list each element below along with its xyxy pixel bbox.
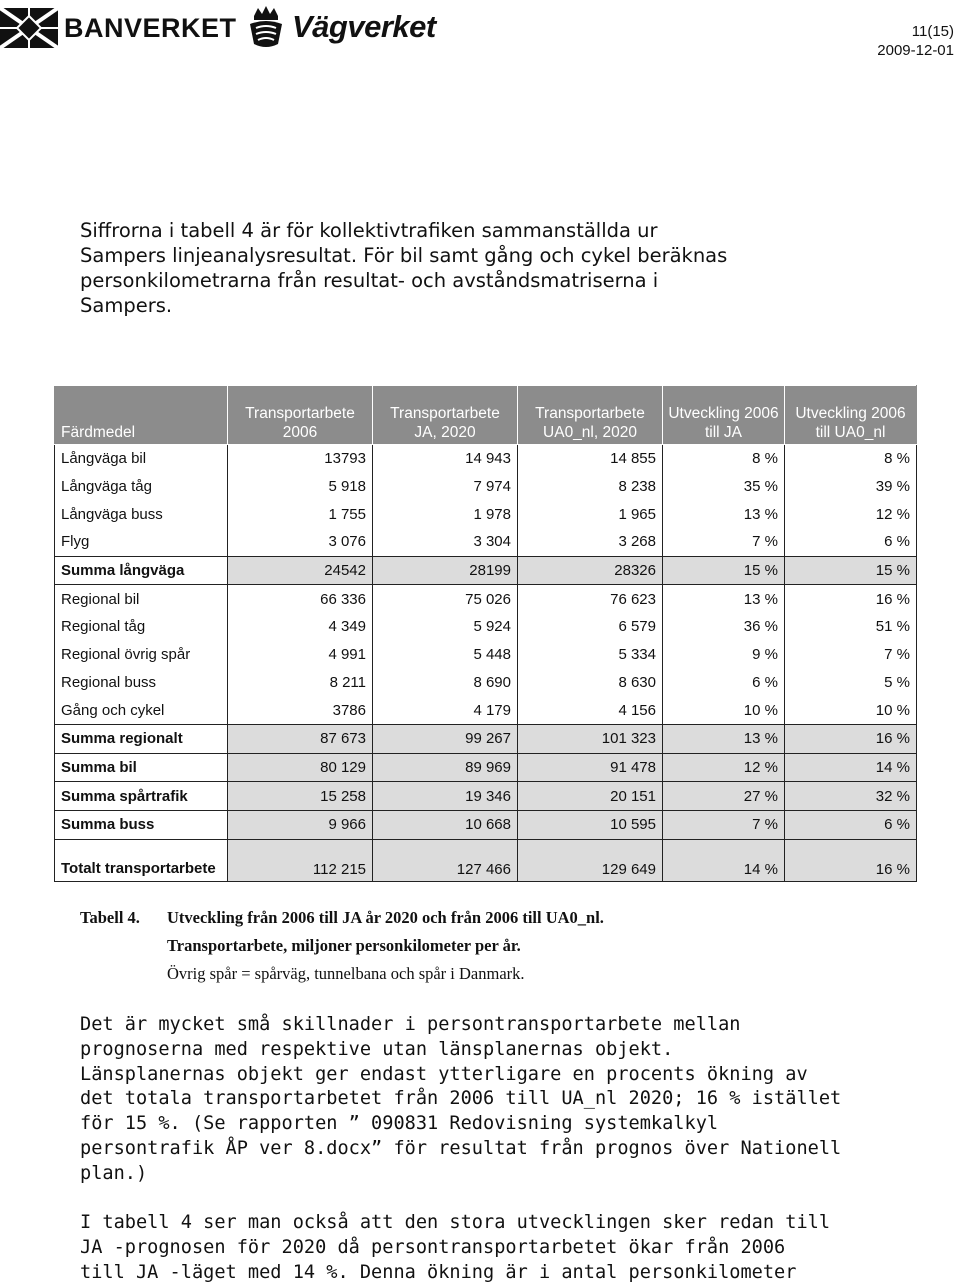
table-cell: 14 % (785, 753, 917, 782)
table-cell: 8 238 (518, 473, 663, 501)
row-label: Flyg (55, 528, 228, 556)
row-label: Långväga buss (55, 500, 228, 528)
row-label: Regional tåg (55, 613, 228, 641)
table-cell: 12 % (785, 500, 917, 528)
table-cell: 87 673 (228, 724, 373, 753)
table-cell: 24542 (228, 556, 373, 585)
vagverket-crown-emblem-icon (246, 4, 286, 50)
caption-note: Övrig spår = spårväg, tunnelbana och spår i Danmark. (167, 964, 525, 983)
banverket-emblem-icon (0, 8, 58, 48)
banverket-logo (0, 8, 237, 48)
table-cell: 10 595 (518, 810, 663, 839)
table-cell: 8 % (663, 445, 785, 473)
table-cell: 39 % (785, 473, 917, 501)
page-header (0, 0, 960, 60)
table-caption (80, 904, 604, 988)
table-cell: 36 % (663, 613, 785, 641)
row-label: Totalt transportarbete (55, 839, 228, 881)
table-cell: 4 991 (228, 641, 373, 669)
paragraph-line: för 15 %. (Se rapporten ” 090831 Redovisning systemkalkyl (80, 1113, 719, 1135)
row-label: Summa buss (55, 810, 228, 839)
caption-subtitle: Transportarbete, miljoner personkilometer per år. (167, 936, 521, 955)
table-cell: 10 668 (373, 810, 518, 839)
banverket-wordmark: BANVERKET (64, 12, 237, 43)
table-cell: 6 % (785, 528, 917, 556)
table-cell: 20 151 (518, 782, 663, 811)
table-cell: 101 323 (518, 724, 663, 753)
table-cell: 4 349 (228, 613, 373, 641)
table-row (55, 724, 917, 753)
row-label: Summa regionalt (55, 724, 228, 753)
paragraph-line: Det är mycket små skillnader i persontransportarbete mellan (80, 1014, 741, 1035)
table-cell: 27 % (663, 782, 785, 811)
table-cell: 15 258 (228, 782, 373, 811)
table-cell: 5 924 (373, 613, 518, 641)
row-label: Långväga bil (55, 445, 228, 473)
table-row (55, 585, 917, 613)
caption-label: Tabell 4. (80, 908, 140, 927)
table-cell: 8 211 (228, 669, 373, 697)
body-paragraph-3 (80, 1211, 910, 1285)
header-transport-2006: Transportarbete 2006 (228, 386, 373, 445)
table-cell: 8 690 (373, 669, 518, 697)
table-row (55, 839, 917, 881)
paragraph-line: persontrafik ÅP ver 8.docx” för resultat från prognos över Nationell (80, 1137, 842, 1159)
table-cell: 129 649 (518, 839, 663, 881)
table-cell: 28326 (518, 556, 663, 585)
table-cell: 1 755 (228, 500, 373, 528)
table-cell: 16 % (785, 724, 917, 753)
transport-table (54, 385, 917, 882)
intro-line: Sampers linjeanalysresultat. För bil samt gång och cykel beräknas (80, 244, 728, 267)
table-cell: 1 978 (373, 500, 518, 528)
row-label: Summa spårtrafik (55, 782, 228, 811)
header-transport-ja-2020: Transportarbete JA, 2020 (373, 386, 518, 445)
table-cell: 15 % (785, 556, 917, 585)
table-cell: 13 % (663, 724, 785, 753)
row-label: Summa bil (55, 753, 228, 782)
table-cell: 13 % (663, 500, 785, 528)
table-cell: 6 579 (518, 613, 663, 641)
paragraph-line: prognoserna med respektive utan länsplanernas objekt. (80, 1038, 674, 1060)
table-cell: 9 % (663, 641, 785, 669)
table-cell: 80 129 (228, 753, 373, 782)
table-cell: 10 % (785, 696, 917, 724)
table-cell: 76 623 (518, 585, 663, 613)
table-row (55, 500, 917, 528)
table-cell: 3 304 (373, 528, 518, 556)
table-cell: 5 918 (228, 473, 373, 501)
page-meta (877, 22, 954, 60)
table-row (55, 810, 917, 839)
table-cell: 6 % (785, 810, 917, 839)
paragraph-line: Länsplanernas objekt ger endast ytterligare en procents ökning av (80, 1063, 808, 1085)
table-cell: 1 965 (518, 500, 663, 528)
table-header-row (55, 386, 917, 445)
header-transport-ua0-2020: Transportarbete UA0_nl, 2020 (518, 386, 663, 445)
table-cell: 4 156 (518, 696, 663, 724)
table-cell: 16 % (785, 585, 917, 613)
table-cell: 75 026 (373, 585, 518, 613)
table-cell: 89 969 (373, 753, 518, 782)
table-cell: 19 346 (373, 782, 518, 811)
table-cell: 5 448 (373, 641, 518, 669)
table-cell: 8 % (785, 445, 917, 473)
table-cell: 8 630 (518, 669, 663, 697)
intro-line: Siffrorna i tabell 4 är för kollektivtrafiken sammanställda ur (80, 219, 658, 242)
caption-title: Utveckling från 2006 till JA år 2020 och från 2006 till UA0_nl. (167, 908, 604, 927)
table-cell: 7 % (663, 810, 785, 839)
table-cell: 91 478 (518, 753, 663, 782)
table-cell: 3786 (228, 696, 373, 724)
table-cell: 5 % (785, 669, 917, 697)
row-label: Summa långväga (55, 556, 228, 585)
table-cell: 14 855 (518, 445, 663, 473)
table-cell: 28199 (373, 556, 518, 585)
table-cell: 127 466 (373, 839, 518, 881)
paragraph-line: plan.) (80, 1162, 148, 1184)
table-row (55, 613, 917, 641)
vagverket-wordmark: Vägverket (292, 9, 436, 44)
row-label: Gång och cykel (55, 696, 228, 724)
table-cell: 51 % (785, 613, 917, 641)
intro-line: personkilometrarna från resultat- och avståndsmatriserna i (80, 269, 659, 292)
row-label: Regional buss (55, 669, 228, 697)
table-cell: 13 % (663, 585, 785, 613)
table-cell: 16 % (785, 839, 917, 881)
table-row (55, 445, 917, 473)
table-cell: 14 % (663, 839, 785, 881)
table-cell: 12 % (663, 753, 785, 782)
table-cell: 4 179 (373, 696, 518, 724)
table-cell: 7 % (785, 641, 917, 669)
table-cell: 5 334 (518, 641, 663, 669)
header-utveckling-ja: Utveckling 2006 till JA (663, 386, 785, 445)
vagverket-logo (246, 4, 436, 50)
paragraph-line: det totala transportarbetet från 2006 till UA_nl 2020; 16 % istället (80, 1088, 842, 1110)
table-cell: 3 076 (228, 528, 373, 556)
row-label: Regional bil (55, 585, 228, 613)
table-cell: 99 267 (373, 724, 518, 753)
table-cell: 32 % (785, 782, 917, 811)
row-label: Långväga tåg (55, 473, 228, 501)
table-cell: 10 % (663, 696, 785, 724)
table-cell: 3 268 (518, 528, 663, 556)
intro-paragraph (80, 218, 910, 318)
table-row (55, 528, 917, 556)
page-number: 11(15) (911, 23, 954, 40)
body-paragraph-2 (80, 1013, 910, 1187)
table-row (55, 696, 917, 724)
table-cell: 35 % (663, 473, 785, 501)
table-cell: 14 943 (373, 445, 518, 473)
table-cell: 7 % (663, 528, 785, 556)
table-row (55, 782, 917, 811)
table-cell: 15 % (663, 556, 785, 585)
table-cell: 13793 (228, 445, 373, 473)
table-row (55, 556, 917, 585)
header-utveckling-ua0: Utveckling 2006 till UA0_nl (785, 386, 917, 445)
table-cell: 9 966 (228, 810, 373, 839)
table-row (55, 753, 917, 782)
table-cell: 112 215 (228, 839, 373, 881)
paragraph-line: till JA -läget med 14 %. Denna ökning är i antal personkilometer (80, 1261, 797, 1283)
table-cell: 7 974 (373, 473, 518, 501)
paragraph-line: I tabell 4 ser man också att den stora utvecklingen sker redan till (80, 1212, 831, 1233)
document-date: 2009-12-01 (877, 42, 954, 59)
table-row (55, 473, 917, 501)
table-row (55, 641, 917, 669)
table-cell: 6 % (663, 669, 785, 697)
paragraph-line: JA -prognosen för 2020 då persontransportarbetet ökar från 2006 (80, 1236, 786, 1258)
intro-line: Sampers. (80, 294, 173, 317)
header-fardmedel: Färdmedel (55, 386, 228, 445)
row-label: Regional övrig spår (55, 641, 228, 669)
table-row (55, 669, 917, 697)
table-cell: 66 336 (228, 585, 373, 613)
